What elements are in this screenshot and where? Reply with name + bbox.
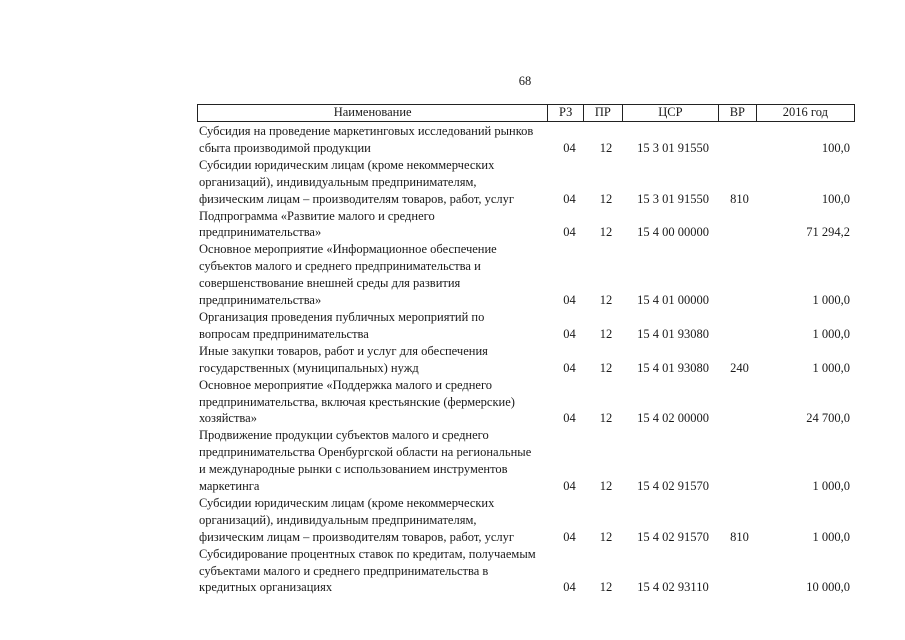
table-row — [197, 495, 855, 546]
row-name-line: государственных (муниципальных) нужд — [199, 360, 419, 375]
row-name — [197, 377, 549, 428]
row-vr: 240 — [730, 360, 749, 375]
page-number: 68 — [518, 74, 532, 88]
row-name — [197, 309, 549, 343]
row-csr: 15 4 01 93080 — [637, 360, 709, 375]
row-amount: 1 000,0 — [812, 360, 850, 375]
row-name-line: сбыта производимой продукции — [199, 140, 371, 155]
header-rz: РЗ — [547, 105, 583, 121]
row-rz: 04 — [563, 479, 576, 494]
row-vr: 810 — [730, 529, 749, 544]
table-row — [197, 123, 855, 157]
row-rz: 04 — [563, 411, 576, 426]
row-csr: 15 4 02 91570 — [637, 479, 709, 494]
row-rz: 04 — [563, 326, 576, 341]
row-name-line: Субсидия на проведение маркетинговых исследований рынков — [199, 124, 534, 138]
row-pr: 12 — [599, 479, 613, 494]
row-name — [197, 157, 549, 208]
table-row — [197, 208, 855, 242]
row-name-line: физическим лицам – производителям товаров, работ, услуг — [199, 529, 515, 544]
row-csr: 15 4 00 00000 — [637, 225, 709, 240]
row-csr: 15 4 02 00000 — [637, 411, 709, 426]
row-amount: 1 000,0 — [812, 529, 850, 544]
row-name — [197, 241, 549, 309]
row-name-line: Субсидирование процентных ставок по кредитам, получаемым — [199, 546, 536, 561]
row-name-line: вопросам предпринимательства — [199, 326, 369, 341]
row-name-line: хозяйства» — [199, 411, 257, 426]
row-name-line: предпринимательства» — [199, 293, 322, 308]
row-csr: 15 4 01 00000 — [637, 293, 709, 308]
row-rz: 04 — [563, 225, 576, 240]
header-vr: ВР — [718, 105, 756, 121]
row-amount: 1 000,0 — [812, 326, 850, 341]
row-rz: 04 — [563, 140, 576, 155]
row-vr: 810 — [730, 191, 749, 206]
row-pr: 12 — [599, 326, 613, 341]
row-amount: 1 000,0 — [812, 293, 850, 308]
row-csr: 15 4 01 93080 — [637, 326, 709, 341]
row-name-line: субъектов малого и среднего предпринимательства и — [199, 259, 481, 274]
row-name-line: предпринимательства» — [199, 225, 322, 240]
row-name — [197, 343, 549, 377]
header-csr: ЦСР — [622, 105, 718, 121]
table-row — [197, 241, 855, 309]
row-name — [197, 495, 549, 546]
row-name-line: маркетинга — [199, 479, 260, 494]
budget-table — [197, 104, 855, 596]
row-name-line: Иные закупки товаров, работ и услуг для обеспечения — [199, 343, 488, 358]
row-amount: 100,0 — [821, 140, 850, 155]
row-csr: 15 4 02 93110 — [637, 580, 709, 595]
row-amount: 10 000,0 — [806, 580, 850, 595]
header-pr: ПР — [583, 105, 622, 121]
header-name: Наименование — [333, 105, 412, 119]
row-pr: 12 — [599, 529, 613, 544]
row-name-line: субъектами малого и среднего предпринимательства в — [199, 563, 489, 578]
row-name-line: физическим лицам – производителям товаров, работ, услуг — [199, 191, 515, 206]
row-name — [197, 427, 549, 495]
row-name-line: Подпрограмма «Развитие малого и среднего — [199, 208, 435, 223]
row-amount: 100,0 — [821, 191, 850, 206]
row-pr: 12 — [599, 225, 613, 240]
table-row — [197, 546, 855, 597]
table-header — [197, 104, 855, 122]
table-row — [197, 377, 855, 428]
table-row — [197, 309, 855, 343]
row-pr: 12 — [599, 140, 613, 155]
row-name-line: и международные рынки с использованием инструментов — [199, 462, 508, 477]
row-name-line: совершенствование внешней среды для развития — [199, 276, 461, 291]
header-year: 2016 год — [756, 105, 854, 121]
row-name — [197, 123, 549, 157]
row-name-line: Продвижение продукции субъектов малого и среднего — [199, 428, 489, 443]
row-csr: 15 3 01 91550 — [637, 191, 709, 206]
table-body — [197, 123, 855, 596]
row-name-line: предпринимательства Оренбургской области на региональные — [199, 445, 532, 460]
row-name-line: Субсидии юридическим лицам (кроме некоммерческих — [199, 495, 495, 510]
table-row — [197, 157, 855, 208]
row-name-line: Организация проведения публичных мероприятий по — [199, 309, 485, 324]
row-rz: 04 — [563, 529, 576, 544]
row-rz: 04 — [563, 293, 576, 308]
row-amount: 71 294,2 — [806, 225, 850, 240]
row-amount: 1 000,0 — [812, 479, 850, 494]
row-pr: 12 — [599, 191, 613, 206]
row-name-line: Основное мероприятие «Поддержка малого и среднего — [199, 377, 493, 392]
row-amount: 24 700,0 — [806, 411, 850, 426]
row-name-line: кредитных организациях — [199, 580, 333, 595]
row-name-line: организаций), индивидуальным предпринимателям, — [199, 512, 477, 527]
row-csr: 15 3 01 91550 — [637, 140, 709, 155]
row-name-line: организаций), индивидуальным предпринимателям, — [199, 174, 477, 189]
table-row — [197, 427, 855, 495]
row-rz: 04 — [563, 360, 576, 375]
table-row — [197, 343, 855, 377]
row-pr: 12 — [599, 411, 613, 426]
row-name-line: предпринимательства, включая крестьянские (фермерские) — [199, 394, 515, 409]
row-rz: 04 — [563, 191, 576, 206]
row-rz: 04 — [563, 580, 576, 595]
row-name-line: Субсидии юридическим лицам (кроме некоммерческих — [199, 157, 495, 172]
row-pr: 12 — [599, 360, 613, 375]
row-name — [197, 208, 549, 242]
row-name — [197, 546, 549, 597]
row-csr: 15 4 02 91570 — [637, 529, 709, 544]
row-name-line: Основное мероприятие «Информационное обеспечение — [199, 242, 497, 257]
row-pr: 12 — [599, 580, 613, 595]
row-pr: 12 — [599, 293, 613, 308]
